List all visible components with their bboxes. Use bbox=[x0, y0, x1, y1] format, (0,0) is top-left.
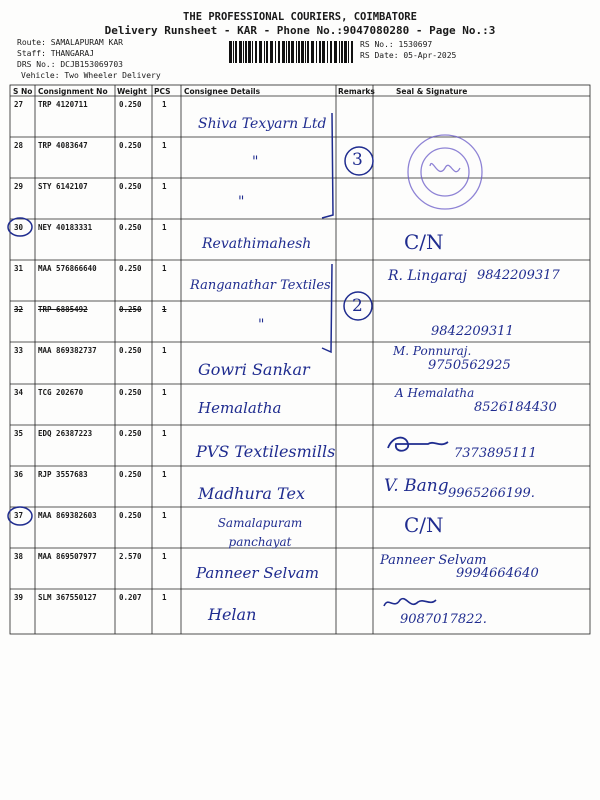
row-consignment-no: TRP 6885492 bbox=[38, 305, 88, 314]
signature-phone: 9087017822. bbox=[400, 612, 487, 627]
row-pcs: 1 bbox=[162, 100, 167, 109]
row-sno: 30 bbox=[14, 223, 24, 232]
route-label: Route: SAMALAPURAM KAR bbox=[17, 38, 123, 47]
signature-scribble bbox=[384, 430, 454, 460]
signature-phone: 9994664640 bbox=[456, 566, 539, 581]
consignee-name: Revathimahesh bbox=[202, 236, 312, 252]
row-sno: 34 bbox=[14, 388, 24, 397]
signature-phone: 9965266199. bbox=[448, 486, 535, 501]
row-pcs: 1 bbox=[162, 223, 167, 232]
row-sno: 32 bbox=[14, 305, 24, 314]
row-weight: 0.250 bbox=[119, 470, 142, 479]
row-consignment-no: MAA 576866640 bbox=[38, 264, 97, 273]
row-consignment-no: RJP 3557683 bbox=[38, 470, 88, 479]
rs-date: RS Date: 05-Apr-2025 bbox=[360, 51, 457, 60]
row-consignment-no: MAA 869382603 bbox=[38, 511, 97, 520]
row-weight: 0.250 bbox=[119, 141, 142, 150]
signature-phone: 9842209317 bbox=[477, 268, 560, 283]
consignee-ditto: " bbox=[252, 154, 259, 170]
row-weight: 2.570 bbox=[119, 552, 142, 561]
row-pcs: 1 bbox=[162, 141, 167, 150]
row-pcs: 1 bbox=[162, 470, 167, 479]
row-sno: 39 bbox=[14, 593, 24, 602]
signature: M. Ponnuraj. bbox=[393, 344, 472, 358]
signature-cn: C/N bbox=[404, 230, 444, 254]
row-weight: 0.250 bbox=[119, 182, 142, 191]
row-pcs: 1 bbox=[162, 552, 167, 561]
drs-number: DRS No.: DCJB153069703 bbox=[17, 60, 123, 69]
col-header-pcs: PCS bbox=[154, 87, 171, 96]
row-sno: 35 bbox=[14, 429, 24, 438]
consignee-ditto: " bbox=[258, 317, 265, 333]
col-header-seal-signature: Seal & Signature bbox=[396, 87, 468, 96]
col-header-weight: Weight bbox=[117, 87, 147, 96]
row-consignment-no: NEY 40183331 bbox=[38, 223, 93, 232]
row-pcs: 1 bbox=[162, 593, 167, 602]
row-pcs: 1 bbox=[162, 511, 167, 520]
consignee-name: PVS Textilesmills bbox=[196, 442, 336, 461]
row-pcs: 1 bbox=[162, 305, 167, 314]
row-consignment-no: TCG 202670 bbox=[38, 388, 84, 397]
row-sno: 38 bbox=[14, 552, 24, 561]
col-header-consignment: Consignment No bbox=[38, 87, 108, 96]
row-sno: 36 bbox=[14, 470, 24, 479]
row-pcs: 1 bbox=[162, 388, 167, 397]
row-pcs: 1 bbox=[162, 346, 167, 355]
row-weight: 0.250 bbox=[119, 511, 142, 520]
signature: R. Lingaraj bbox=[388, 268, 467, 284]
row-weight: 0.250 bbox=[119, 346, 142, 355]
row-sno: 28 bbox=[14, 141, 24, 150]
signature-phone: 7373895111 bbox=[454, 446, 537, 461]
row-consignment-no: EDQ 26387223 bbox=[38, 429, 93, 438]
consignee-name: Madhura Tex bbox=[198, 484, 305, 503]
row-consignment-no: TRP 4120711 bbox=[38, 100, 88, 109]
consignee-name: Shiva Texyarn Ltd bbox=[198, 116, 327, 132]
consignee-name: Helan bbox=[208, 605, 257, 624]
row-pcs: 1 bbox=[162, 264, 167, 273]
row-consignment-no: MAA 869507977 bbox=[38, 552, 97, 561]
col-header-remarks: Remarks bbox=[338, 87, 375, 96]
consignee-name: Hemalatha bbox=[198, 399, 282, 417]
consignee-ditto: " bbox=[238, 194, 245, 210]
row-pcs: 1 bbox=[162, 182, 167, 191]
row-sno: 33 bbox=[14, 346, 24, 355]
vehicle-label: Vehicle: Two Wheeler Delivery bbox=[21, 71, 161, 80]
rs-number: RS No.: 1530697 bbox=[360, 40, 433, 49]
row-consignment-no: MAA 869382737 bbox=[38, 346, 97, 355]
signature: V. Bang bbox=[384, 476, 449, 496]
row-sno: 29 bbox=[14, 182, 24, 191]
row-weight: 0.250 bbox=[119, 429, 142, 438]
remarks-count: 2 bbox=[352, 296, 363, 316]
row-weight: 0.250 bbox=[119, 264, 142, 273]
runsheet-subtitle: Delivery Runsheet - KAR - Phone No.:9047080280 - Page No.:3 bbox=[104, 24, 496, 37]
row-weight: 0.207 bbox=[119, 593, 142, 602]
row-consignment-no: SLM 367550127 bbox=[38, 593, 97, 602]
signature-scribble bbox=[380, 592, 440, 614]
consignee-name: Ranganathar Textiles bbox=[190, 278, 331, 293]
row-sno: 37 bbox=[14, 511, 24, 520]
consignee-name: Gowri Sankar bbox=[198, 360, 310, 379]
courier-company-title: THE PROFESSIONAL COURIERS, COIMBATORE bbox=[183, 11, 417, 23]
row-weight: 0.250 bbox=[119, 305, 142, 314]
row-sno: 31 bbox=[14, 264, 24, 273]
signature: Panneer Selvam bbox=[380, 553, 487, 568]
col-header-sno: S No bbox=[13, 87, 33, 96]
signature-phone: 9842209311 bbox=[431, 324, 514, 339]
signature-phone: 9750562925 bbox=[428, 358, 511, 373]
staff-label: Staff: THANGARAJ bbox=[17, 49, 95, 58]
signature-phone: 8526184430 bbox=[474, 400, 557, 415]
signature-cn: C/N bbox=[404, 513, 444, 537]
row-consignment-no: STY 6142107 bbox=[38, 182, 88, 191]
row-weight: 0.250 bbox=[119, 388, 142, 397]
row-sno: 27 bbox=[14, 100, 24, 109]
consignee-name: Samalapuram panchayat bbox=[217, 516, 303, 549]
row-weight: 0.250 bbox=[119, 100, 142, 109]
company-stamp bbox=[402, 128, 492, 218]
row-weight: 0.250 bbox=[119, 223, 142, 232]
row-consignment-no: TRP 4083647 bbox=[38, 141, 88, 150]
remarks-count: 3 bbox=[352, 150, 363, 170]
signature: A Hemalatha bbox=[395, 386, 475, 400]
col-header-consignee: Consignee Details bbox=[184, 87, 261, 96]
row-pcs: 1 bbox=[162, 429, 167, 438]
consignee-name: Panneer Selvam bbox=[196, 564, 319, 582]
